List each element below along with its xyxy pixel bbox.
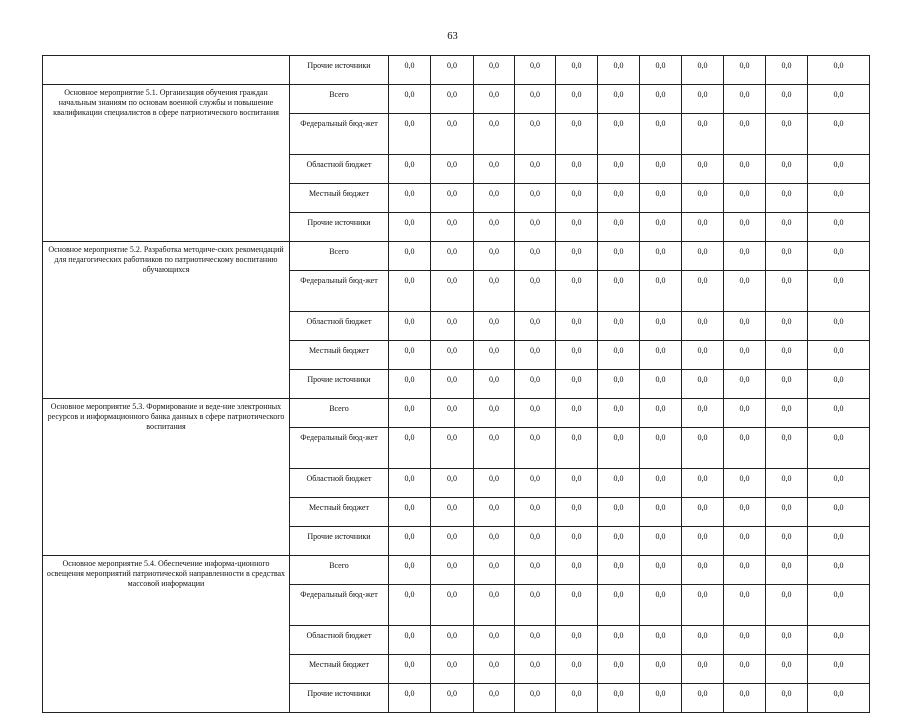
value-cell: 0,0	[598, 213, 640, 242]
value-cell: 0,0	[598, 242, 640, 271]
value-cell: 0,0	[682, 370, 724, 399]
value-cell: 0,0	[431, 114, 474, 155]
value-cell: 0,0	[766, 556, 808, 585]
value-cell: 0,0	[766, 428, 808, 469]
value-cell: 0,0	[598, 428, 640, 469]
value-cell: 0,0	[640, 56, 682, 85]
value-cell: 0,0	[556, 114, 598, 155]
value-cell: 0,0	[389, 312, 431, 341]
value-cell: 0,0	[474, 271, 515, 312]
value-cell: 0,0	[431, 428, 474, 469]
value-cell: 0,0	[389, 155, 431, 184]
value-cell: 0,0	[766, 684, 808, 713]
value-cell: 0,0	[474, 155, 515, 184]
value-cell: 0,0	[766, 213, 808, 242]
table-row	[43, 556, 870, 585]
value-cell: 0,0	[556, 469, 598, 498]
value-cell: 0,0	[766, 655, 808, 684]
activity-cell-empty	[43, 56, 290, 85]
value-cell: 0,0	[640, 242, 682, 271]
value-cell: 0,0	[515, 155, 556, 184]
value-cell: 0,0	[389, 85, 431, 114]
value-cell: 0,0	[682, 399, 724, 428]
value-cell: 0,0	[808, 585, 870, 626]
value-cell: 0,0	[724, 498, 766, 527]
value-cell: 0,0	[766, 56, 808, 85]
value-cell: 0,0	[808, 498, 870, 527]
value-cell: 0,0	[682, 527, 724, 556]
value-cell: 0,0	[474, 684, 515, 713]
value-cell: 0,0	[515, 556, 556, 585]
value-cell: 0,0	[724, 626, 766, 655]
value-cell: 0,0	[515, 498, 556, 527]
value-cell: 0,0	[556, 428, 598, 469]
value-cell: 0,0	[431, 213, 474, 242]
value-cell: 0,0	[556, 556, 598, 585]
value-cell: 0,0	[766, 85, 808, 114]
value-cell: 0,0	[766, 155, 808, 184]
value-cell: 0,0	[474, 213, 515, 242]
table-row	[43, 242, 870, 271]
value-cell: 0,0	[515, 213, 556, 242]
value-cell: 0,0	[682, 556, 724, 585]
value-cell: 0,0	[766, 242, 808, 271]
value-cell: 0,0	[474, 85, 515, 114]
value-cell: 0,0	[640, 399, 682, 428]
value-cell: 0,0	[640, 469, 682, 498]
value-cell: 0,0	[682, 312, 724, 341]
value-cell: 0,0	[724, 312, 766, 341]
value-cell: 0,0	[808, 626, 870, 655]
value-cell: 0,0	[389, 626, 431, 655]
value-cell: 0,0	[389, 428, 431, 469]
value-cell: 0,0	[808, 341, 870, 370]
value-cell: 0,0	[682, 213, 724, 242]
value-cell: 0,0	[598, 341, 640, 370]
value-cell: 0,0	[556, 213, 598, 242]
value-cell: 0,0	[556, 399, 598, 428]
value-cell: 0,0	[598, 370, 640, 399]
value-cell: 0,0	[556, 56, 598, 85]
value-cell: 0,0	[389, 114, 431, 155]
value-cell: 0,0	[766, 114, 808, 155]
funding-source: Всего	[290, 85, 389, 114]
table-row	[43, 399, 870, 428]
value-cell: 0,0	[556, 242, 598, 271]
value-cell: 0,0	[431, 184, 474, 213]
value-cell: 0,0	[556, 498, 598, 527]
value-cell: 0,0	[389, 370, 431, 399]
table-body	[43, 56, 870, 713]
value-cell: 0,0	[808, 370, 870, 399]
value-cell: 0,0	[431, 370, 474, 399]
value-cell: 0,0	[724, 556, 766, 585]
funding-source: Всего	[290, 556, 389, 585]
value-cell: 0,0	[515, 428, 556, 469]
value-cell: 0,0	[556, 585, 598, 626]
value-cell: 0,0	[766, 469, 808, 498]
funding-source: Местный бюджет	[290, 184, 389, 213]
value-cell: 0,0	[640, 341, 682, 370]
value-cell: 0,0	[808, 56, 870, 85]
value-cell: 0,0	[474, 341, 515, 370]
value-cell: 0,0	[389, 469, 431, 498]
value-cell: 0,0	[474, 585, 515, 626]
value-cell: 0,0	[598, 271, 640, 312]
value-cell: 0,0	[556, 155, 598, 184]
value-cell: 0,0	[389, 498, 431, 527]
value-cell: 0,0	[724, 585, 766, 626]
value-cell: 0,0	[640, 684, 682, 713]
value-cell: 0,0	[431, 684, 474, 713]
value-cell: 0,0	[598, 184, 640, 213]
value-cell: 0,0	[431, 85, 474, 114]
value-cell: 0,0	[389, 399, 431, 428]
funding-source: Прочие источники	[290, 370, 389, 399]
value-cell: 0,0	[431, 469, 474, 498]
value-cell: 0,0	[515, 85, 556, 114]
value-cell: 0,0	[724, 684, 766, 713]
funding-source: Прочие источники	[290, 684, 389, 713]
value-cell: 0,0	[598, 399, 640, 428]
value-cell: 0,0	[682, 585, 724, 626]
value-cell: 0,0	[389, 684, 431, 713]
value-cell: 0,0	[474, 498, 515, 527]
value-cell: 0,0	[640, 585, 682, 626]
value-cell: 0,0	[640, 626, 682, 655]
value-cell: 0,0	[724, 213, 766, 242]
value-cell: 0,0	[556, 184, 598, 213]
funding-source: Местный бюджет	[290, 498, 389, 527]
value-cell: 0,0	[640, 184, 682, 213]
value-cell: 0,0	[682, 56, 724, 85]
activity-title: Основное мероприятие 5.1. Организация обучения граждан начальным знаниям по основам военной службы и повышение квалификации специалистов в сфере патриотического воспитания	[43, 85, 290, 242]
value-cell: 0,0	[808, 684, 870, 713]
value-cell: 0,0	[724, 469, 766, 498]
value-cell: 0,0	[640, 213, 682, 242]
value-cell: 0,0	[640, 85, 682, 114]
value-cell: 0,0	[682, 498, 724, 527]
value-cell: 0,0	[474, 655, 515, 684]
value-cell: 0,0	[766, 585, 808, 626]
value-cell: 0,0	[389, 242, 431, 271]
value-cell: 0,0	[474, 527, 515, 556]
value-cell: 0,0	[515, 312, 556, 341]
page-number: 63	[447, 31, 458, 42]
value-cell: 0,0	[808, 312, 870, 341]
value-cell: 0,0	[474, 184, 515, 213]
value-cell: 0,0	[808, 399, 870, 428]
value-cell: 0,0	[515, 684, 556, 713]
funding-source: Прочие источники	[290, 527, 389, 556]
value-cell: 0,0	[556, 684, 598, 713]
value-cell: 0,0	[389, 56, 431, 85]
value-cell: 0,0	[682, 114, 724, 155]
value-cell: 0,0	[724, 155, 766, 184]
value-cell: 0,0	[431, 312, 474, 341]
value-cell: 0,0	[515, 56, 556, 85]
funding-source: Прочие источники	[290, 56, 389, 85]
value-cell: 0,0	[724, 370, 766, 399]
value-cell: 0,0	[515, 585, 556, 626]
value-cell: 0,0	[808, 271, 870, 312]
value-cell: 0,0	[556, 527, 598, 556]
value-cell: 0,0	[515, 655, 556, 684]
value-cell: 0,0	[389, 184, 431, 213]
funding-source: Областной бюджет	[290, 469, 389, 498]
value-cell: 0,0	[808, 213, 870, 242]
value-cell: 0,0	[556, 626, 598, 655]
activity-title: Основное мероприятие 5.3. Формирование и веде-ние электронных ресурсов и информационного банка данных в сфере патриотического воспитания	[43, 399, 290, 556]
funding-source: Областной бюджет	[290, 312, 389, 341]
value-cell: 0,0	[808, 85, 870, 114]
value-cell: 0,0	[682, 428, 724, 469]
value-cell: 0,0	[724, 428, 766, 469]
value-cell: 0,0	[640, 556, 682, 585]
budget-table	[42, 55, 870, 713]
value-cell: 0,0	[724, 242, 766, 271]
value-cell: 0,0	[724, 56, 766, 85]
value-cell: 0,0	[682, 242, 724, 271]
value-cell: 0,0	[598, 684, 640, 713]
value-cell: 0,0	[598, 498, 640, 527]
value-cell: 0,0	[724, 271, 766, 312]
funding-source: Всего	[290, 399, 389, 428]
value-cell: 0,0	[682, 626, 724, 655]
value-cell: 0,0	[724, 341, 766, 370]
value-cell: 0,0	[598, 655, 640, 684]
value-cell: 0,0	[515, 399, 556, 428]
value-cell: 0,0	[556, 341, 598, 370]
value-cell: 0,0	[431, 341, 474, 370]
value-cell: 0,0	[474, 626, 515, 655]
activity-title: Основное мероприятие 5.4. Обеспечение информа-ционного освещения мероприятий патриотической направленности в средствах массовой информации	[43, 556, 290, 713]
value-cell: 0,0	[724, 655, 766, 684]
value-cell: 0,0	[556, 370, 598, 399]
value-cell: 0,0	[389, 271, 431, 312]
value-cell: 0,0	[389, 341, 431, 370]
value-cell: 0,0	[598, 556, 640, 585]
value-cell: 0,0	[724, 85, 766, 114]
funding-source: Областной бюджет	[290, 626, 389, 655]
value-cell: 0,0	[766, 498, 808, 527]
funding-source: Местный бюджет	[290, 655, 389, 684]
value-cell: 0,0	[682, 655, 724, 684]
value-cell: 0,0	[808, 155, 870, 184]
value-cell: 0,0	[431, 527, 474, 556]
value-cell: 0,0	[598, 312, 640, 341]
value-cell: 0,0	[389, 585, 431, 626]
value-cell: 0,0	[598, 56, 640, 85]
value-cell: 0,0	[515, 527, 556, 556]
value-cell: 0,0	[515, 114, 556, 155]
value-cell: 0,0	[598, 626, 640, 655]
activity-title: Основное мероприятие 5.2. Разработка методиче-ских рекомендаций для педагогических работников по патриотическому воспитанию обучающихся	[43, 242, 290, 399]
value-cell: 0,0	[682, 155, 724, 184]
value-cell: 0,0	[389, 556, 431, 585]
value-cell: 0,0	[766, 370, 808, 399]
value-cell: 0,0	[598, 155, 640, 184]
value-cell: 0,0	[598, 527, 640, 556]
value-cell: 0,0	[640, 312, 682, 341]
value-cell: 0,0	[808, 556, 870, 585]
value-cell: 0,0	[808, 428, 870, 469]
funding-source: Областной бюджет	[290, 155, 389, 184]
value-cell: 0,0	[389, 527, 431, 556]
value-cell: 0,0	[808, 242, 870, 271]
value-cell: 0,0	[766, 399, 808, 428]
value-cell: 0,0	[474, 242, 515, 271]
value-cell: 0,0	[766, 626, 808, 655]
value-cell: 0,0	[556, 655, 598, 684]
value-cell: 0,0	[474, 469, 515, 498]
value-cell: 0,0	[808, 114, 870, 155]
value-cell: 0,0	[431, 556, 474, 585]
value-cell: 0,0	[640, 655, 682, 684]
funding-source: Всего	[290, 242, 389, 271]
value-cell: 0,0	[640, 527, 682, 556]
value-cell: 0,0	[640, 428, 682, 469]
value-cell: 0,0	[515, 271, 556, 312]
funding-source: Федеральный бюд-жет	[290, 114, 389, 155]
value-cell: 0,0	[766, 271, 808, 312]
continuation-row	[43, 56, 870, 85]
value-cell: 0,0	[515, 370, 556, 399]
value-cell: 0,0	[640, 498, 682, 527]
funding-source: Федеральный бюд-жет	[290, 585, 389, 626]
value-cell: 0,0	[640, 155, 682, 184]
funding-source: Местный бюджет	[290, 341, 389, 370]
value-cell: 0,0	[598, 114, 640, 155]
value-cell: 0,0	[766, 184, 808, 213]
value-cell: 0,0	[682, 184, 724, 213]
value-cell: 0,0	[598, 585, 640, 626]
value-cell: 0,0	[431, 626, 474, 655]
value-cell: 0,0	[766, 527, 808, 556]
funding-source: Федеральный бюд-жет	[290, 428, 389, 469]
value-cell: 0,0	[474, 370, 515, 399]
value-cell: 0,0	[682, 341, 724, 370]
value-cell: 0,0	[515, 469, 556, 498]
value-cell: 0,0	[766, 312, 808, 341]
value-cell: 0,0	[724, 399, 766, 428]
value-cell: 0,0	[556, 312, 598, 341]
value-cell: 0,0	[515, 626, 556, 655]
value-cell: 0,0	[598, 85, 640, 114]
funding-source: Прочие источники	[290, 213, 389, 242]
value-cell: 0,0	[431, 155, 474, 184]
value-cell: 0,0	[682, 85, 724, 114]
value-cell: 0,0	[474, 556, 515, 585]
value-cell: 0,0	[556, 271, 598, 312]
value-cell: 0,0	[431, 56, 474, 85]
value-cell: 0,0	[682, 684, 724, 713]
value-cell: 0,0	[474, 56, 515, 85]
value-cell: 0,0	[431, 242, 474, 271]
value-cell: 0,0	[515, 242, 556, 271]
value-cell: 0,0	[515, 184, 556, 213]
funding-source: Федеральный бюд-жет	[290, 271, 389, 312]
value-cell: 0,0	[431, 655, 474, 684]
value-cell: 0,0	[431, 498, 474, 527]
value-cell: 0,0	[474, 428, 515, 469]
table-row	[43, 85, 870, 114]
value-cell: 0,0	[474, 399, 515, 428]
value-cell: 0,0	[808, 184, 870, 213]
value-cell: 0,0	[431, 399, 474, 428]
value-cell: 0,0	[640, 271, 682, 312]
value-cell: 0,0	[808, 527, 870, 556]
value-cell: 0,0	[724, 114, 766, 155]
value-cell: 0,0	[682, 271, 724, 312]
value-cell: 0,0	[766, 341, 808, 370]
value-cell: 0,0	[640, 114, 682, 155]
value-cell: 0,0	[808, 655, 870, 684]
value-cell: 0,0	[474, 312, 515, 341]
value-cell: 0,0	[808, 469, 870, 498]
value-cell: 0,0	[682, 469, 724, 498]
value-cell: 0,0	[431, 585, 474, 626]
value-cell: 0,0	[556, 85, 598, 114]
value-cell: 0,0	[474, 114, 515, 155]
value-cell: 0,0	[515, 341, 556, 370]
value-cell: 0,0	[389, 655, 431, 684]
value-cell: 0,0	[724, 527, 766, 556]
value-cell: 0,0	[724, 184, 766, 213]
value-cell: 0,0	[640, 370, 682, 399]
value-cell: 0,0	[431, 271, 474, 312]
value-cell: 0,0	[389, 213, 431, 242]
value-cell: 0,0	[598, 469, 640, 498]
